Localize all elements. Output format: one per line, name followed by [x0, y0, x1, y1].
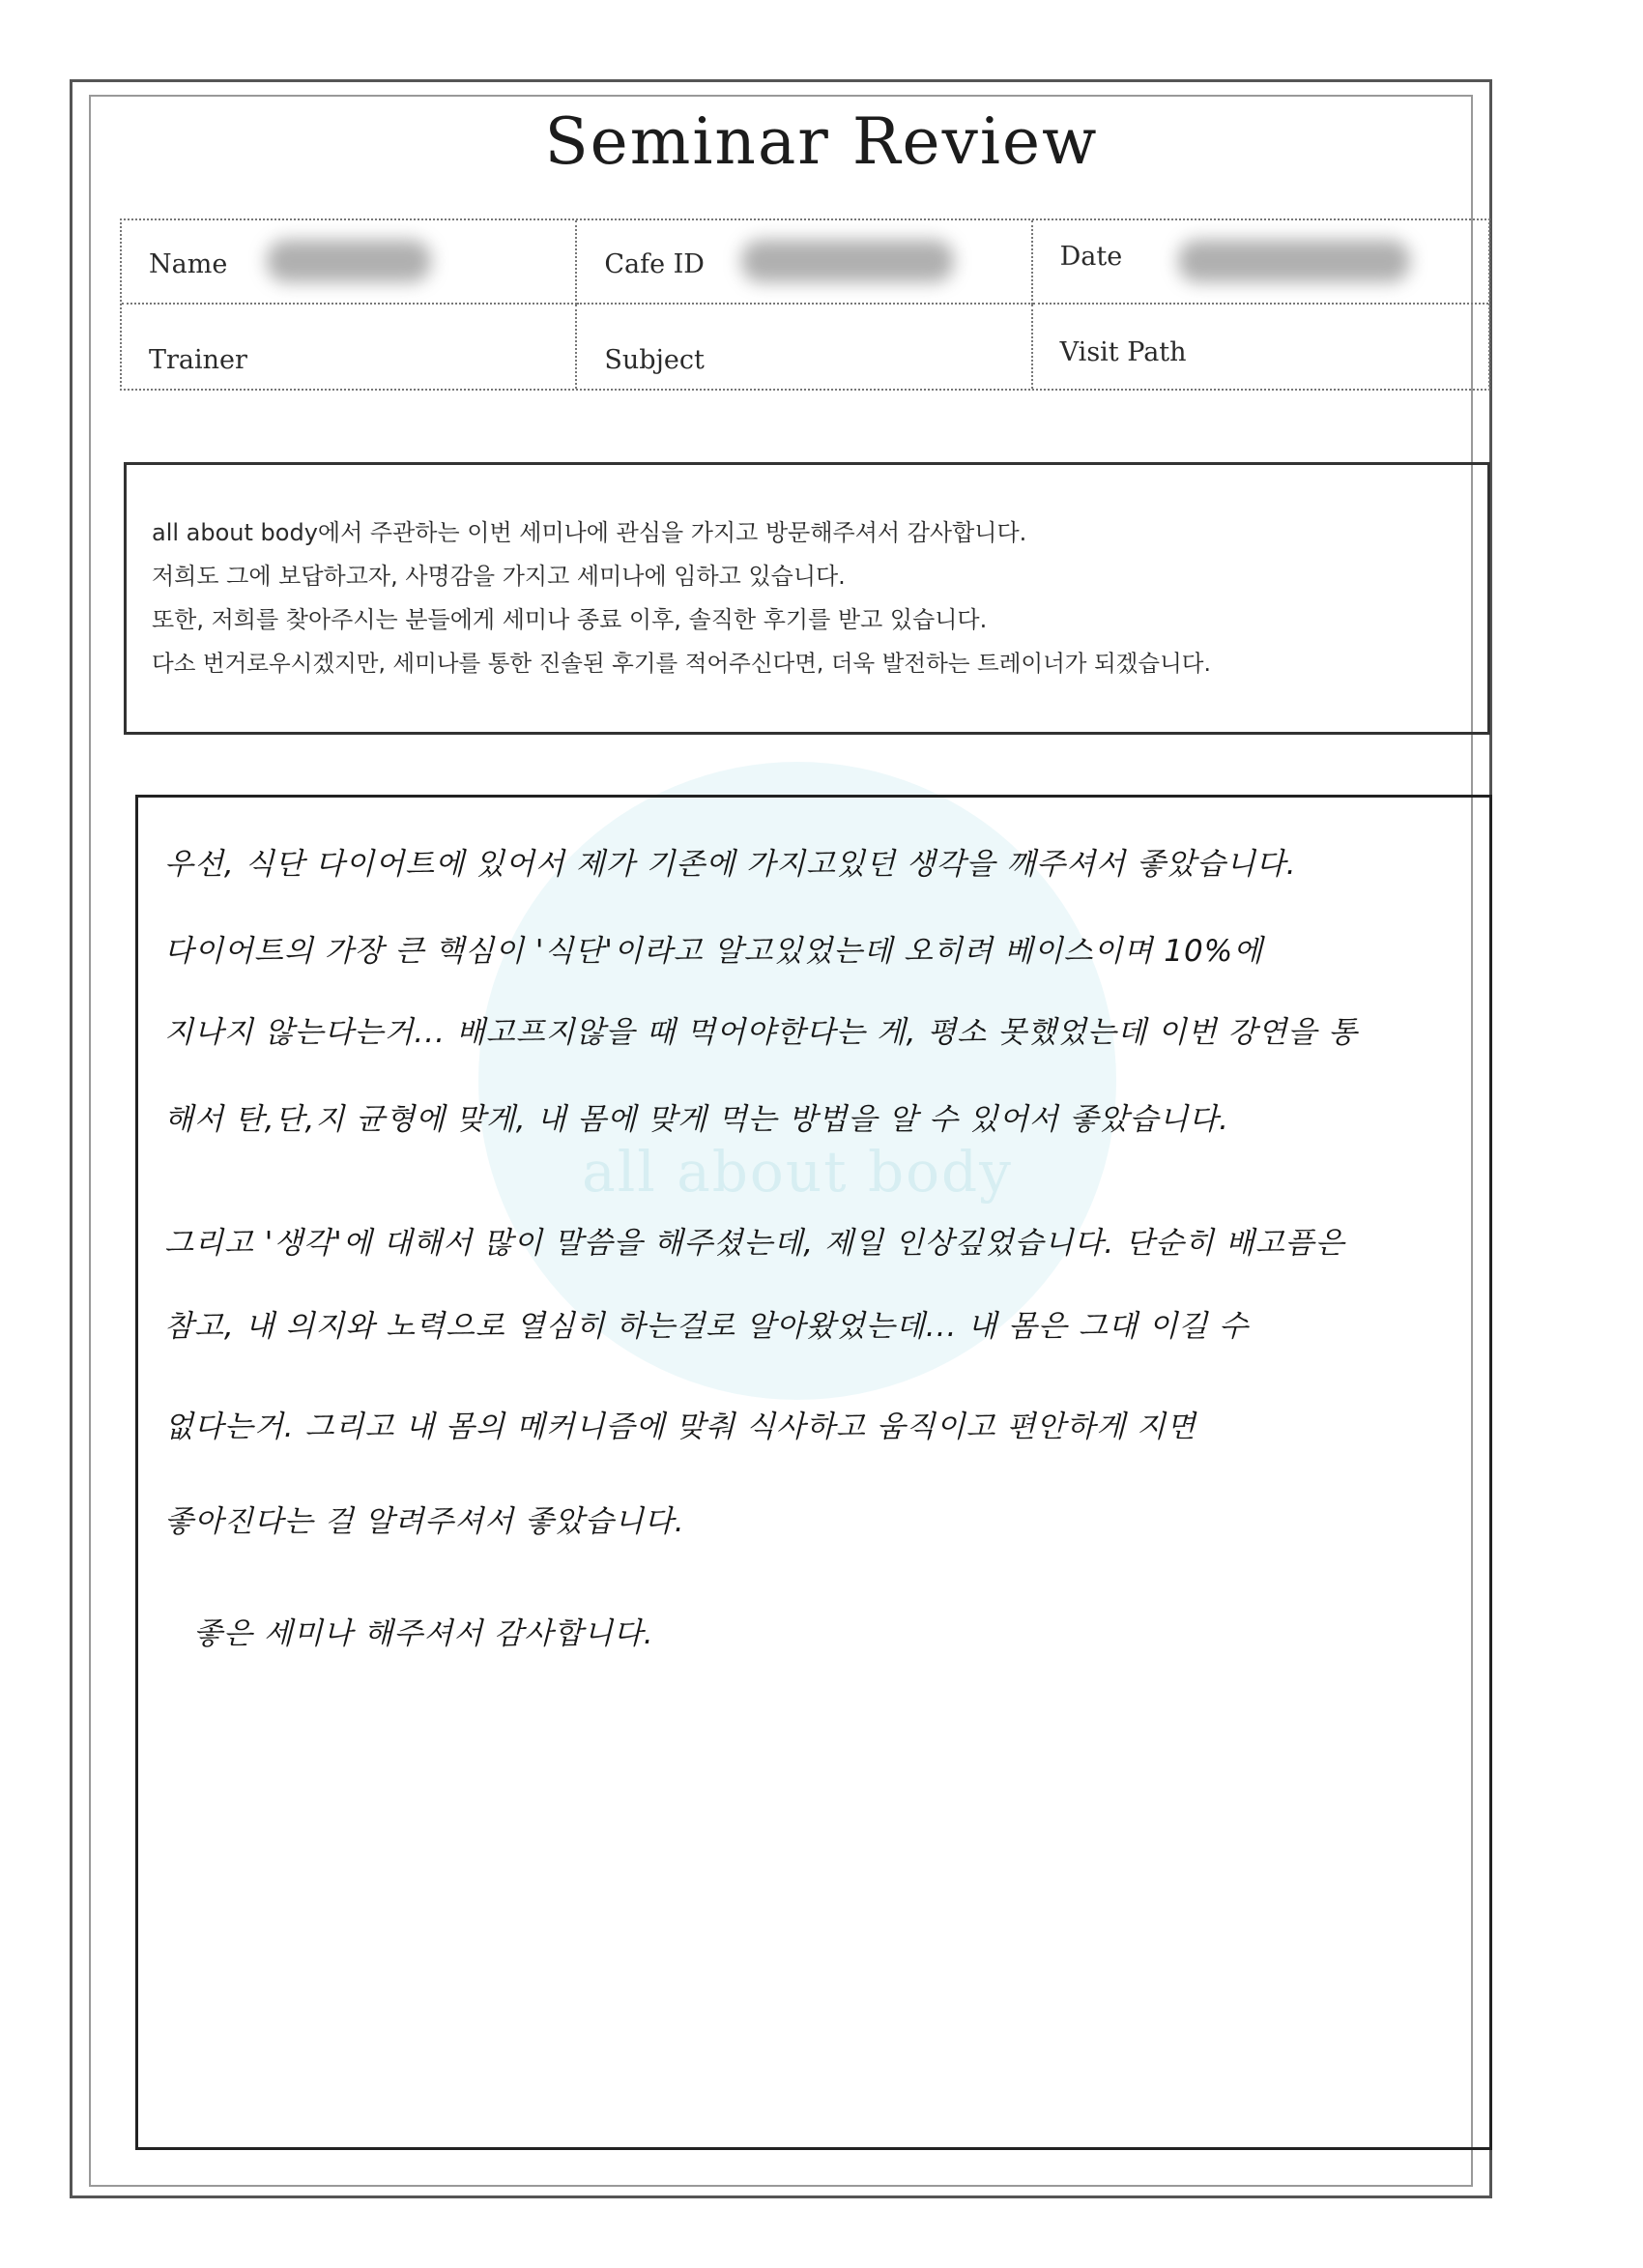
subject-cell: [577, 305, 1032, 389]
notice-line: 다소 번거로우시겠지만, 세미나를 통한 진솔된 후기를 적어주신다면, 더욱 발전하는 트레이너가 되겠습니다.: [152, 650, 1211, 677]
notice-box: [124, 462, 1490, 735]
info-table: [120, 218, 1490, 391]
date-redacted: [1178, 240, 1410, 282]
trainer-label: Trainer: [149, 345, 247, 375]
page-title: Seminar Review: [544, 104, 1099, 179]
name-label: Name: [149, 249, 228, 279]
trainer-cell: [122, 305, 577, 389]
notice-line: 또한, 저희를 찾아주시는 분들에게 세미나 종료 이후, 솔직한 후기를 받고 있습니다.: [152, 606, 988, 633]
name-redacted: [267, 240, 431, 282]
date-cell: [1033, 220, 1488, 305]
cafe-id-redacted: [741, 240, 954, 282]
visit-path-cell: [1033, 305, 1488, 389]
review-line: 좋아진다는 걸 알려주셔서 좋았습니다.: [164, 1504, 685, 1539]
review-line: 참고, 내 의지와 노력으로 열심히 하는걸로 알아왔었는데... 내 몸은 그대 이길 수: [164, 1309, 1250, 1344]
review-closing-line: 좋은 세미나 해주셔서 감사합니다.: [193, 1616, 654, 1651]
cafe-id-label: Cafe ID: [604, 249, 705, 279]
review-line: 우선, 식단 다이어트에 있어서 제가 기존에 가지고있던 생각을 깨주셔서 좋았습니다.: [164, 847, 1297, 882]
notice-line: all about body에서 주관하는 이번 세미나에 관심을 가지고 방문해주셔서 감사합니다.: [152, 519, 1027, 546]
review-line: 없다는거. 그리고 내 몸의 메커니즘에 맞춰 식사하고 움직이고 편안하게 지면: [164, 1410, 1196, 1444]
review-line: 지나지 않는다는거... 배고프지않을 때 먹어야한다는 게, 평소 못했었는데 이번 강연을 통: [164, 1015, 1359, 1050]
review-line: 다이어트의 가장 큰 핵심이 '식단'이라고 알고있었는데 오히려 베이스이며 10%에: [164, 934, 1264, 969]
review-box: [135, 795, 1492, 2150]
subject-label: Subject: [604, 345, 705, 375]
visit-path-label: Visit Path: [1059, 337, 1187, 367]
cafe-id-cell: [577, 220, 1032, 305]
watermark-text: all about body: [582, 1139, 1013, 1205]
date-label: Date: [1059, 242, 1123, 272]
review-line: 그리고 '생각'에 대해서 많이 말씀을 해주셨는데, 제일 인상깊었습니다. 단순히 배고픔은: [164, 1226, 1345, 1261]
notice-line: 저희도 그에 보답하고자, 사명감을 가지고 세미나에 임하고 있습니다.: [152, 563, 846, 590]
review-line: 해서 탄,단,지 균형에 맞게, 내 몸에 맞게 먹는 방법을 알 수 있어서 좋았습니다.: [164, 1102, 1230, 1137]
name-cell: [122, 220, 577, 305]
